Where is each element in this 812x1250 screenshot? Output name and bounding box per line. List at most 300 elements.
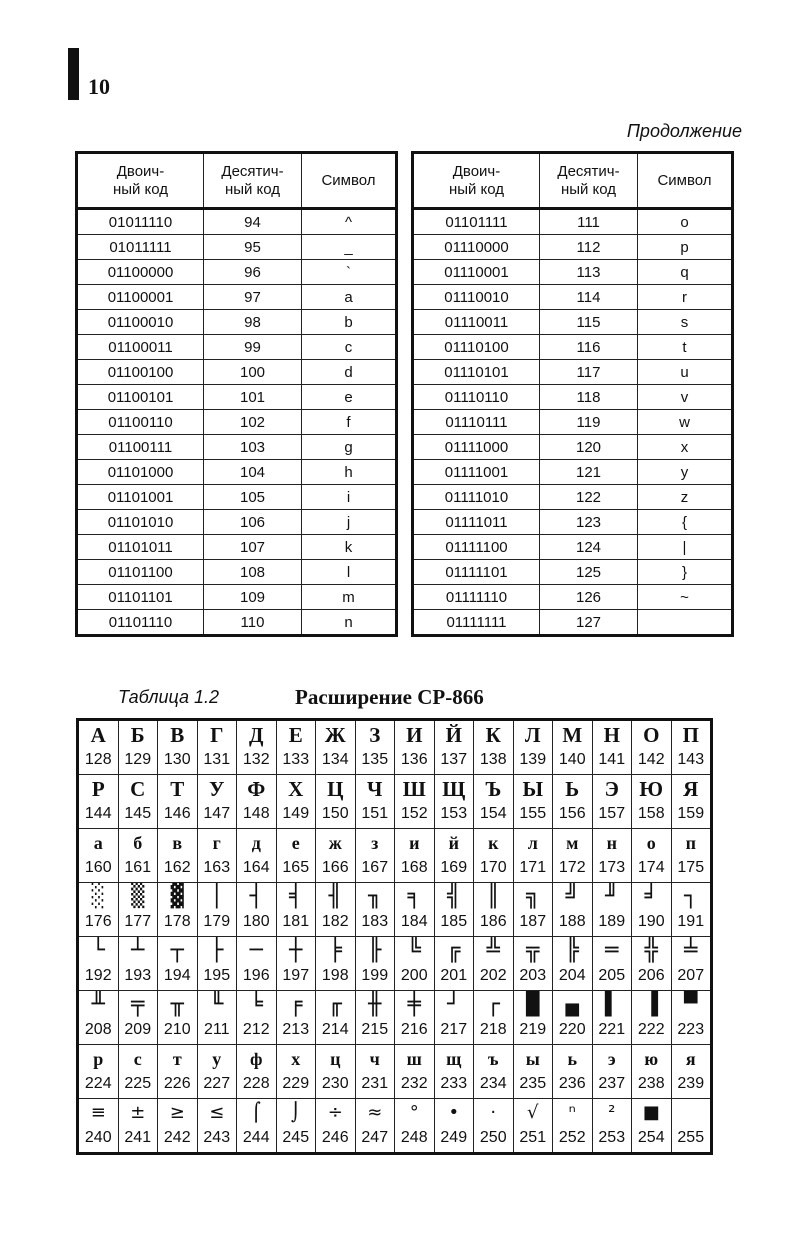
- ext-code: 199: [361, 967, 389, 984]
- ext-cell: [553, 1099, 593, 1154]
- ext-code: 252: [558, 1129, 586, 1146]
- ext-symbol: ╟: [368, 938, 382, 963]
- ext-code: 187: [519, 913, 547, 930]
- ext-code: 200: [400, 967, 428, 984]
- ext-symbol: ▐: [644, 992, 658, 1017]
- ext-symbol: ╡: [289, 884, 303, 909]
- ext-cell: [316, 829, 356, 883]
- binary-code: 01100010: [77, 310, 204, 335]
- ext-cell: [316, 937, 356, 991]
- ext-code: 217: [440, 1021, 468, 1038]
- ext-symbol: ш: [406, 1049, 422, 1069]
- ext-code: 244: [242, 1129, 270, 1146]
- ext-code: 214: [321, 1021, 349, 1038]
- ext-cell: [395, 829, 435, 883]
- binary-code: 01111111: [413, 610, 540, 636]
- binary-code: 01101010: [77, 510, 204, 535]
- ext-symbol: ┬: [170, 938, 184, 963]
- ext-cell: [276, 829, 316, 883]
- table-row: [77, 385, 397, 410]
- ext-code: 201: [440, 967, 468, 984]
- decimal-code: 126: [540, 585, 638, 610]
- ext-code: 162: [163, 859, 191, 876]
- ext-cell: [671, 775, 712, 829]
- ext-code: 203: [519, 967, 547, 984]
- ext-code: 207: [677, 967, 705, 984]
- ext-symbol: ╕: [407, 884, 421, 909]
- ext-cell: [513, 775, 553, 829]
- binary-code: 01101110: [77, 610, 204, 636]
- ext-code: 220: [558, 1021, 586, 1038]
- table-caption: Таблица 1.2: [118, 687, 220, 707]
- decimal-code: 96: [204, 260, 302, 285]
- ext-code: 205: [598, 967, 626, 984]
- page-marker-bar: [68, 48, 79, 100]
- table-row: [77, 560, 397, 585]
- column-header: [302, 153, 397, 209]
- ext-cell: [355, 775, 395, 829]
- ext-symbol: з: [371, 833, 379, 853]
- ext-symbol: Е: [288, 723, 303, 747]
- ext-symbol: ф: [250, 1049, 263, 1069]
- ext-code: 238: [637, 1075, 665, 1092]
- ext-code: 179: [203, 913, 231, 930]
- ext-symbol: ╖: [368, 884, 382, 909]
- ext-cell: [671, 720, 712, 775]
- ext-cell: [118, 720, 158, 775]
- ext-cell: [474, 720, 514, 775]
- ext-code: 159: [677, 805, 705, 822]
- ext-code: 147: [203, 805, 231, 822]
- ext-code: 164: [242, 859, 270, 876]
- ext-symbol: ▌: [605, 992, 619, 1017]
- table-body: [77, 209, 397, 636]
- ext-code: 218: [479, 1021, 507, 1038]
- binary-code: 01100111: [77, 435, 204, 460]
- column-header-line: ный код: [112, 180, 169, 198]
- table-row: [77, 510, 397, 535]
- ext-cell: [553, 720, 593, 775]
- ext-code: 234: [479, 1075, 507, 1092]
- ext-code: 146: [163, 805, 191, 822]
- header-row: [413, 153, 733, 209]
- ext-cell: [158, 829, 198, 883]
- ext-code: 156: [558, 805, 586, 822]
- ext-symbol: ┐: [684, 884, 698, 909]
- ext-cell: [158, 1099, 198, 1154]
- binary-code: 01110000: [413, 235, 540, 260]
- table-row: [413, 560, 733, 585]
- ext-cell: [553, 937, 593, 991]
- ext-cell: [197, 720, 237, 775]
- ext-symbol: ╥: [170, 992, 184, 1017]
- decimal-code: 106: [204, 510, 302, 535]
- ext-cell: [118, 829, 158, 883]
- ext-code: 242: [163, 1129, 191, 1146]
- ext-code: 224: [84, 1075, 112, 1092]
- ext-code: 209: [124, 1021, 152, 1038]
- ext-symbol: З: [369, 723, 381, 747]
- ext-symbol: Л: [524, 723, 541, 747]
- table-header: [77, 153, 397, 209]
- ext-code: 221: [598, 1021, 626, 1038]
- ext-symbol: ц: [330, 1049, 341, 1069]
- ext-cell: [355, 720, 395, 775]
- continuation-label: Продолжение: [626, 121, 742, 141]
- column-header-line: Двоич-: [452, 162, 501, 180]
- table-body: [413, 209, 733, 636]
- ext-code: 243: [203, 1129, 231, 1146]
- binary-code: 01101011: [77, 535, 204, 560]
- binary-code: 01111011: [413, 510, 540, 535]
- ext-cell: [671, 991, 712, 1045]
- symbol: d: [302, 360, 397, 385]
- ext-row: [78, 937, 712, 991]
- decimal-code: 122: [540, 485, 638, 510]
- ext-code: 188: [558, 913, 586, 930]
- ext-cell: [316, 1099, 356, 1154]
- ext-symbol: Я: [683, 777, 699, 801]
- ext-symbol: ²: [608, 1102, 616, 1123]
- ext-cell: [197, 883, 237, 937]
- ext-cell: [553, 1045, 593, 1099]
- ext-cell: [434, 1045, 474, 1099]
- symbol: a: [302, 285, 397, 310]
- decimal-code: 123: [540, 510, 638, 535]
- table-row: [77, 585, 397, 610]
- ext-cell: [158, 991, 198, 1045]
- ext-symbol: щ: [446, 1049, 462, 1069]
- ext-code: 177: [124, 913, 152, 930]
- ext-row: [78, 1099, 712, 1154]
- decimal-code: 119: [540, 410, 638, 435]
- ext-code: 229: [282, 1075, 310, 1092]
- ext-cell: [316, 883, 356, 937]
- column-header: [204, 153, 302, 209]
- ext-symbol: ╙: [210, 992, 224, 1017]
- binary-code: 01101111: [413, 209, 540, 235]
- decimal-code: 112: [540, 235, 638, 260]
- ext-symbol: С: [130, 777, 146, 801]
- ext-symbol: •: [448, 1102, 460, 1123]
- ext-symbol: ⌡: [291, 1102, 301, 1123]
- ext-symbol: О: [643, 723, 660, 747]
- ext-symbol: ░: [91, 884, 105, 909]
- ext-symbol: √: [527, 1102, 539, 1123]
- binary-code: 01011110: [77, 209, 204, 235]
- ext-cell: [632, 1045, 672, 1099]
- table-row: [413, 535, 733, 560]
- binary-code: 01101001: [77, 485, 204, 510]
- ext-code: 140: [558, 751, 586, 768]
- ext-cell: [355, 829, 395, 883]
- ext-symbol: А: [90, 723, 106, 747]
- symbol: w: [638, 410, 733, 435]
- ext-cell: [118, 937, 158, 991]
- ext-row: [78, 883, 712, 937]
- decimal-code: 125: [540, 560, 638, 585]
- decimal-code: 95: [204, 235, 302, 260]
- ext-cell: [355, 1099, 395, 1154]
- symbol: [638, 610, 733, 636]
- binary-code: 01111000: [413, 435, 540, 460]
- ext-symbol: о: [646, 833, 656, 853]
- table-row: [77, 209, 397, 235]
- ext-code: 219: [519, 1021, 547, 1038]
- ext-cell: [474, 937, 514, 991]
- ext-cell: [237, 829, 277, 883]
- symbol: o: [638, 209, 733, 235]
- ext-symbol: Н: [603, 723, 620, 747]
- symbol: v: [638, 385, 733, 410]
- table-row: [77, 310, 397, 335]
- ext-code: 157: [598, 805, 626, 822]
- binary-code: 01110100: [413, 335, 540, 360]
- ext-cell: [197, 1099, 237, 1154]
- binary-code: 01101000: [77, 460, 204, 485]
- ext-cell: [474, 775, 514, 829]
- ext-cell: [513, 1099, 553, 1154]
- binary-code: 01101101: [77, 585, 204, 610]
- ext-cell: [276, 883, 316, 937]
- ext-cell: [355, 991, 395, 1045]
- ext-cell: [237, 720, 277, 775]
- binary-code: 01110101: [413, 360, 540, 385]
- ext-code: 208: [84, 1021, 112, 1038]
- decimal-code: 120: [540, 435, 638, 460]
- ext-cell: [78, 720, 119, 775]
- ext-symbol: ▀: [684, 992, 698, 1017]
- table-row: [413, 460, 733, 485]
- table-row: [77, 410, 397, 435]
- ext-symbol: Ь: [565, 777, 580, 801]
- ext-symbol: ═: [605, 938, 619, 963]
- ext-symbol: ■: [642, 1102, 660, 1123]
- binary-code: 01101100: [77, 560, 204, 585]
- decimal-code: 127: [540, 610, 638, 636]
- ext-symbol: Ы: [522, 777, 544, 801]
- ext-symbol: ▄: [565, 992, 579, 1017]
- table-row: [413, 485, 733, 510]
- ext-symbol: Ц: [327, 777, 344, 801]
- decimal-code: 94: [204, 209, 302, 235]
- ext-code: 239: [677, 1075, 705, 1092]
- ext-cell: [316, 720, 356, 775]
- decimal-code: 115: [540, 310, 638, 335]
- ext-symbol: ─: [249, 938, 263, 963]
- table-row: [77, 535, 397, 560]
- ext-code: 223: [677, 1021, 705, 1038]
- ext-cell: [316, 775, 356, 829]
- ext-cell: [632, 829, 672, 883]
- ext-cell: [592, 991, 632, 1045]
- ext-cell: [158, 720, 198, 775]
- ext-code: 206: [637, 967, 665, 984]
- decimal-code: 114: [540, 285, 638, 310]
- ext-cell: [395, 1045, 435, 1099]
- column-header-line: ный код: [448, 180, 505, 198]
- ext-cell: [355, 937, 395, 991]
- symbol: k: [302, 535, 397, 560]
- ext-code: 153: [440, 805, 468, 822]
- ext-code: 233: [440, 1075, 468, 1092]
- ext-symbol: ╫: [368, 992, 382, 1017]
- ext-cell: [513, 991, 553, 1045]
- ext-cell: [276, 991, 316, 1045]
- binary-code: 01111101: [413, 560, 540, 585]
- decimal-code: 109: [204, 585, 302, 610]
- ext-code: 155: [519, 805, 547, 822]
- table-row: [77, 235, 397, 260]
- ext-symbol: л: [527, 833, 538, 853]
- decimal-code: 124: [540, 535, 638, 560]
- ext-symbol: Э: [604, 777, 619, 801]
- ext-cell: [474, 883, 514, 937]
- ext-code: 138: [479, 751, 507, 768]
- ext-symbol: ┼: [289, 938, 303, 963]
- ext-symbol: У: [209, 777, 225, 801]
- ext-cell: [592, 775, 632, 829]
- ext-symbol: Б: [130, 723, 145, 747]
- decimal-code: 111: [540, 209, 638, 235]
- ext-code: 240: [84, 1129, 112, 1146]
- ext-code: 211: [203, 1021, 230, 1038]
- ext-cell: [78, 829, 119, 883]
- ext-symbol: ╓: [328, 992, 342, 1017]
- ext-code: 237: [598, 1075, 626, 1092]
- ext-code: 142: [637, 751, 665, 768]
- ext-code: 250: [479, 1129, 507, 1146]
- ext-symbol: М: [562, 723, 583, 747]
- binary-code: 01100101: [77, 385, 204, 410]
- symbol: b: [302, 310, 397, 335]
- ext-symbol: ±: [130, 1102, 146, 1123]
- symbol: h: [302, 460, 397, 485]
- ext-symbol: э: [607, 1049, 616, 1069]
- ext-code: 190: [637, 913, 665, 930]
- ext-symbol: ж: [328, 833, 342, 853]
- ext-code: 195: [203, 967, 231, 984]
- ext-cell: [197, 829, 237, 883]
- ext-symbol: б: [133, 833, 143, 853]
- symbol: l: [302, 560, 397, 585]
- symbol: c: [302, 335, 397, 360]
- ext-cell: [237, 1099, 277, 1154]
- symbol: g: [302, 435, 397, 460]
- ext-symbol: ▓: [170, 884, 184, 909]
- ext-symbol: ·: [490, 1102, 497, 1123]
- ext-cell: [553, 991, 593, 1045]
- binary-code: 01110110: [413, 385, 540, 410]
- table-row: [77, 260, 397, 285]
- ext-code: 249: [440, 1129, 468, 1146]
- ext-symbol: х: [291, 1049, 301, 1069]
- symbol: e: [302, 385, 397, 410]
- ext-code: 171: [519, 859, 547, 876]
- ext-symbol: ÷: [327, 1102, 343, 1123]
- ext-symbol: р: [93, 1049, 104, 1069]
- ext-cell: [434, 829, 474, 883]
- ext-symbol: ║: [486, 884, 500, 909]
- ext-symbol: [672, 1099, 711, 1127]
- decimal-code: 121: [540, 460, 638, 485]
- ext-code: 173: [598, 859, 626, 876]
- ext-code: 248: [400, 1129, 428, 1146]
- ext-code: 194: [163, 967, 191, 984]
- ext-symbol: ┘: [447, 992, 461, 1017]
- ext-code: 192: [84, 967, 112, 984]
- table-row: [413, 335, 733, 360]
- ext-row: [78, 775, 712, 829]
- ext-cell: [553, 829, 593, 883]
- table-row: [77, 435, 397, 460]
- ext-symbol: п: [685, 833, 696, 853]
- ext-cell: [78, 883, 119, 937]
- ext-cell: [513, 829, 553, 883]
- cp866-extension-table: [76, 718, 713, 1155]
- ext-symbol: ╩: [486, 938, 500, 963]
- decimal-code: 107: [204, 535, 302, 560]
- ext-symbol: П: [682, 723, 699, 747]
- ext-cell: [316, 1045, 356, 1099]
- table-row: [413, 510, 733, 535]
- ext-symbol: ╠: [565, 938, 579, 963]
- symbol: |: [638, 535, 733, 560]
- ext-symbol: ┴: [131, 938, 145, 963]
- ext-row: [78, 991, 712, 1045]
- binary-code: 01011111: [77, 235, 204, 260]
- ext-row: [78, 1045, 712, 1099]
- ext-cell: [632, 991, 672, 1045]
- ext-symbol: ≤: [209, 1102, 225, 1123]
- ext-code: 137: [440, 751, 468, 768]
- ext-symbol: ю: [644, 1049, 659, 1069]
- ext-code: 182: [321, 913, 349, 930]
- ext-symbol: м: [566, 833, 579, 853]
- symbol: p: [638, 235, 733, 260]
- ext-symbol: ъ: [488, 1049, 499, 1069]
- ext-symbol: ≈: [367, 1102, 383, 1123]
- ext-symbol: ≥: [169, 1102, 185, 1123]
- symbol: z: [638, 485, 733, 510]
- ext-cell: [513, 883, 553, 937]
- ext-code: 181: [282, 913, 310, 930]
- ext-code: 228: [242, 1075, 270, 1092]
- binary-code: 01100001: [77, 285, 204, 310]
- column-header: [540, 153, 638, 209]
- ext-symbol: н: [606, 833, 617, 853]
- ext-cell: [434, 991, 474, 1045]
- symbol: r: [638, 285, 733, 310]
- ext-code: 135: [361, 751, 389, 768]
- ext-symbol: Ф: [247, 777, 266, 801]
- symbol: _: [302, 235, 397, 260]
- ext-symbol: ▒: [131, 884, 145, 909]
- column-header-line: Десятич-: [557, 162, 620, 180]
- symbol: q: [638, 260, 733, 285]
- ext-cell: [118, 1099, 158, 1154]
- ext-code: 226: [163, 1075, 191, 1092]
- ext-code: 133: [282, 751, 310, 768]
- decimal-code: 97: [204, 285, 302, 310]
- ext-code: 178: [163, 913, 191, 930]
- ext-cell: [197, 937, 237, 991]
- ext-code: 166: [321, 859, 349, 876]
- binary-code: 01100000: [77, 260, 204, 285]
- ext-symbol: ╒: [289, 992, 303, 1017]
- ext-symbol: И: [406, 723, 423, 747]
- ext-code: 139: [519, 751, 547, 768]
